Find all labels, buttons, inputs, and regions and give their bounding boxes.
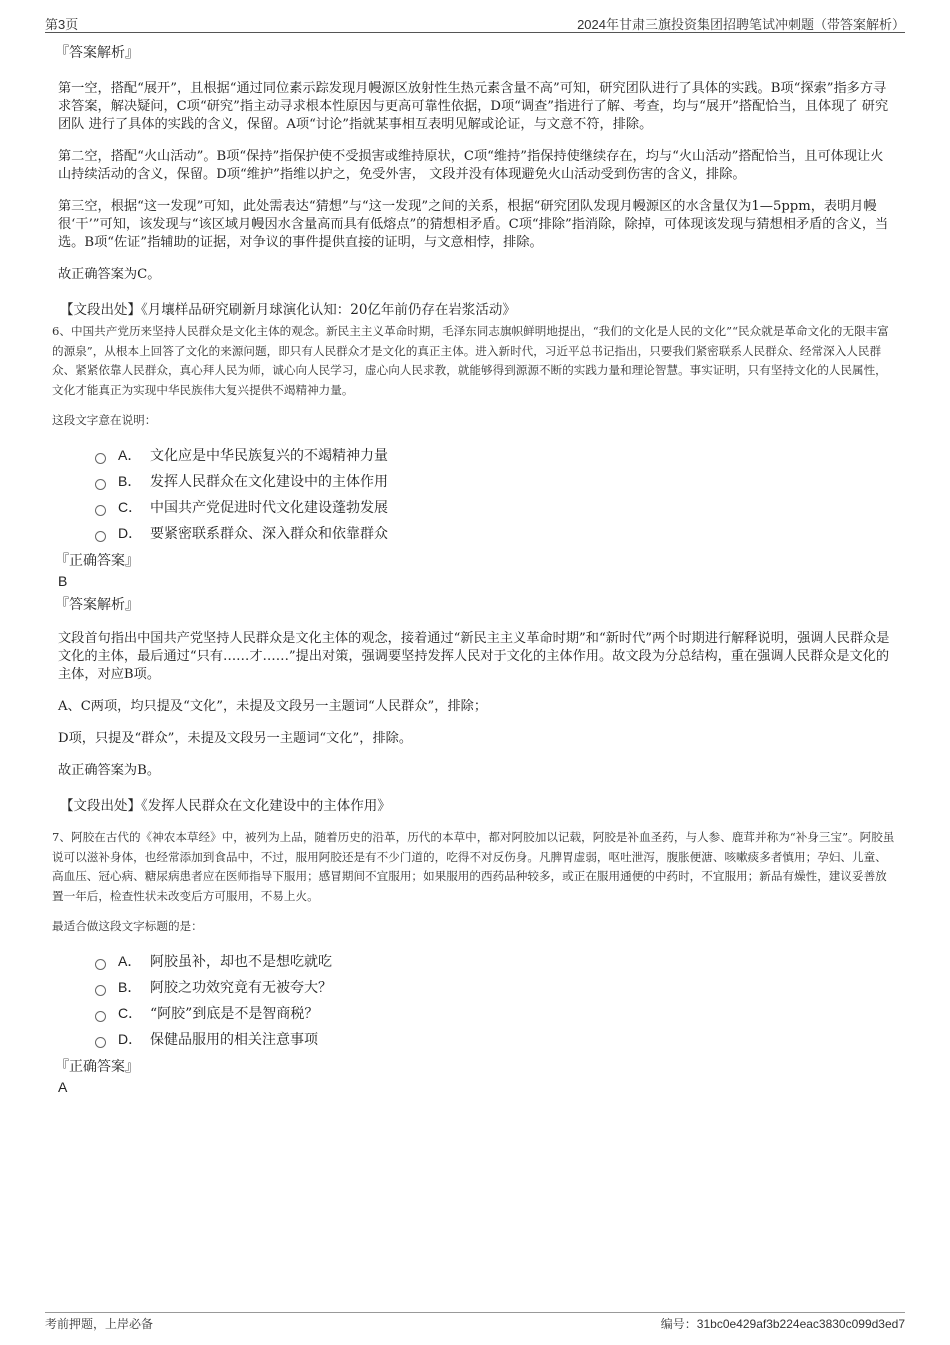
page-content [52, 38, 895, 1096]
radio-icon[interactable] [95, 531, 106, 542]
radio-icon[interactable] [95, 1011, 106, 1022]
q7-correct-answer: A [58, 1079, 68, 1095]
q6-analysis-label: 『答案解析』 [55, 597, 139, 613]
q6-analysis-para-2: A、C两项，均只提及“文化”，未提及文段另一主题词“人民群众”，排除； [58, 699, 488, 714]
document-code: 编号：31bc0e429af3b224eac3830c099d3ed7 [660, 1317, 905, 1331]
q7-option-c[interactable]: C． “阿胶”到底是不是智商税？ [95, 1000, 895, 1026]
q6-analysis-para-3: D项，只提及“群众”，未提及文段另一主题词“文化”，排除。 [58, 731, 413, 746]
page-footer [45, 1312, 905, 1331]
q7-option-a[interactable]: A． 阿胶虽补，却也不是想吃就吃 [95, 948, 895, 974]
q6-option-d[interactable]: D． 要紧密联系群众、深入群众和依靠群众 [95, 520, 895, 546]
q6-option-c[interactable]: C． 中国共产党促进时代文化建设蓬勃发展 [95, 494, 895, 520]
radio-icon[interactable] [95, 985, 106, 996]
q6-analysis-para-1: 文段首句指出中国共产党坚持人民群众是文化主体的观念，接着通过“新民主主义革命时期”和“新时代”两个时期进行解释说明，强调人民群众是文化的主体，最后通过“只有……才……”提出对策，强调要坚持发挥人民对于文化的主体作用。故文段为分总结构，重在强调人民群众是文化的主体，对应B项。 [58, 631, 890, 682]
radio-icon[interactable] [95, 453, 106, 464]
q6-option-a[interactable]: A． 文化应是中华民族复兴的不竭精神力量 [95, 442, 895, 468]
q5-source: 【文段出处】《月壤样品研究刷新月球演化认知：20亿年前仍存在岩浆活动》 [60, 302, 516, 318]
q5-analysis-para-2: 第二空，搭配“火山活动”。B项“保持”指保护使不受损害或维持原状，C项“维持”指保持使继续存在，均与“火山活动”搭配恰当，且可体现让火山持续活动的含义，保留。D项“维护”指维以护之，免受外害， 文段并没有体现避免火山活动受到伤害的含义，排除。 [58, 149, 884, 182]
q5-analysis-label: 『答案解析』 [55, 45, 139, 61]
radio-icon[interactable] [95, 1037, 106, 1048]
q5-conclusion: 故正确答案为C。 [58, 267, 161, 282]
q6-correct-label: 『正确答案』 [55, 553, 139, 569]
q7-prompt: 最适合做这段文字标题的是： [52, 919, 203, 933]
q6-correct-answer: B [58, 573, 68, 589]
q6-source: 【文段出处】《发挥人民群众在文化建设中的主体作用》 [60, 798, 391, 814]
q7-option-d[interactable]: D． 保健品服用的相关注意事项 [95, 1026, 895, 1052]
q5-analysis-para-1: 第一空，搭配“展开”，且根据“通过同位素示踪发现月幔源区放射性生热元素含量不高”可知，研究团队进行了具体的实践。B项“探索”指多方寻求答案，解决疑问，C项“研究”指主动寻求根本性原因与更高可靠性依据，D项“调查”指进行了解、考查，均与“展开”搭配恰当，且体现了 研究团队 进行了具体的实践的含义，保留。A项“讨论”指就某事相互表明见解或论证，与文意不符，排除。 [58, 81, 889, 132]
page-number: 第3页 [45, 17, 79, 32]
q7-question: 7、阿胶在古代的《神农本草经》中，被列为上品，随着历史的沿革，历代的本草中，都对阿胶加以记载，阿胶是补血圣药，与人参、鹿茸并称为“补身三宝”。阿胶虽说可以滋补身体，也经常添加到食品中，不过，服用阿胶还是有不少门道的，吃得不对反伤身。凡脾胃虚弱，呕吐泄泻，腹胀便溏、咳嗽痰多者慎用；孕妇、儿童、高血压、冠心病、糖尿病患者应在医师指导下服用；感冒期间不宜服用；如果服用的西药品种较多，或正在服用通便的中药时，不宜服用；新品有燥性，建议妥善放置一年后，检查性状未改变后方可服用，不易上火。 [52, 830, 895, 903]
q6-prompt: 这段文字意在说明： [52, 413, 157, 427]
document-title: 2024年甘肃三旗投资集团招聘笔试冲刺题（带答案解析） [577, 17, 905, 32]
q7-option-b[interactable]: B． 阿胶之功效究竟有无被夸大？ [95, 974, 895, 1000]
q6-conclusion: 故正确答案为B。 [58, 763, 161, 778]
footer-slogan: 考前押题，上岸必备 [45, 1317, 154, 1331]
radio-icon[interactable] [95, 479, 106, 490]
q6-options [95, 442, 895, 546]
q6-question: 6、中国共产党历来坚持人民群众是文化主体的观念。新民主主义革命时期，毛泽东同志旗帜鲜明地提出，“我们的文化是人民的文化”“民众就是革命文化的无限丰富的源泉”，从根本上回答了文化的来源问题，即只有人民群众才是文化的真正主体。进入新时代，习近平总书记指出，只要我们紧密联系人民群众、经常深入人民群众、紧紧依靠人民群众，真心拜人民为师，诚心向人民学习，虚心向人民求教，就能够得到源源不断的实践力量和理论智慧。事实证明，只有坚持文化的人民属性，文化才能真正为实现中华民族伟大复兴提供不竭精神力量。 [52, 324, 889, 397]
q6-option-b[interactable]: B． 发挥人民群众在文化建设中的主体作用 [95, 468, 895, 494]
q7-correct-label: 『正确答案』 [55, 1059, 139, 1075]
q7-options [95, 948, 895, 1052]
radio-icon[interactable] [95, 959, 106, 970]
q5-analysis-para-3: 第三空，根据“这一发现”可知，此处需表达“猜想”与“这一发现”之间的关系，根据“研究团队发现月幔源区的水含量仅为1—5ppm，表明月幔很‘干’”可知，该发现与“该区域月幔因水含量高而具有低熔点”的猜想相矛盾。C项“排除”指消除，除掉，可体现该发现与猜想相矛盾的含义，当选。B项“佐证”指辅助的证据，对争议的事件提供直接的证明，与文意相悖，排除。 [58, 199, 889, 250]
page-header [45, 12, 905, 33]
radio-icon[interactable] [95, 505, 106, 516]
